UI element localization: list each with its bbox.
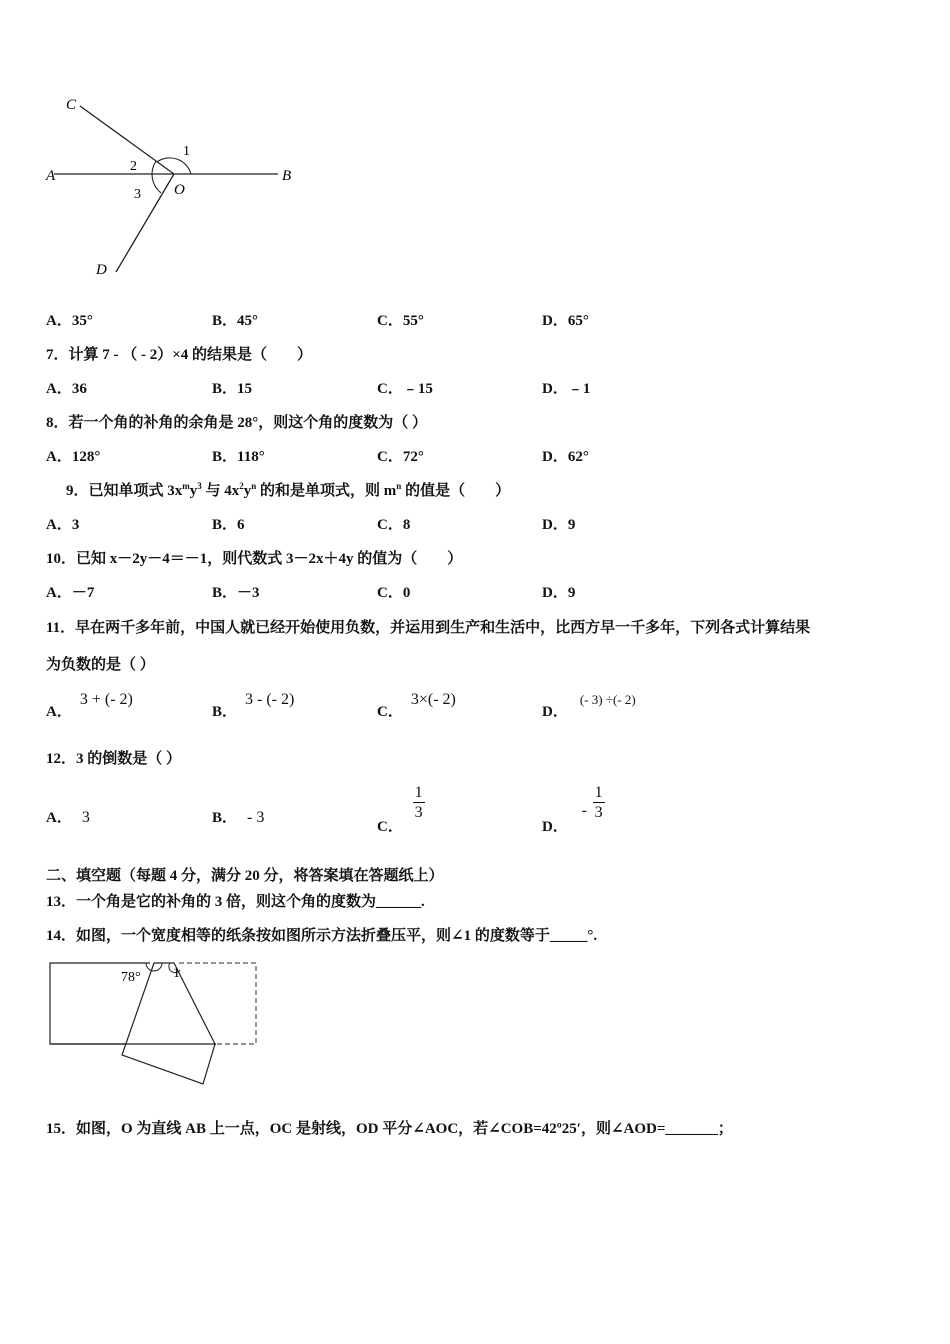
q10-stem: 10．已知 x－2y－4＝－1，则代数式 3－2x＋4y 的值为（ ） (46, 551, 463, 567)
q12-option-c[interactable]: C． $\frac{1}{3}$ (377, 784, 423, 835)
q11-option-b[interactable]: B．3 - (- 2) (212, 691, 295, 720)
q7-option-a[interactable]: A．36 (46, 381, 87, 397)
label-c: C (66, 97, 77, 113)
label-78-degree: 78° (121, 970, 141, 985)
q12-stem: 12．3 的倒数是（ ） (46, 751, 182, 767)
label-a: A (46, 168, 56, 184)
q10-option-b[interactable]: B．－3 (212, 585, 260, 601)
q7-option-d[interactable]: D．﹣1 (542, 381, 591, 397)
label-d: D (96, 262, 107, 278)
q11-stem-line1: 11．早在两千多年前，中国人就已经开始使用负数，并运用到生产和生活中，比西方早一千多年，下列各式计算结果 (46, 620, 811, 636)
q13-stem: 13．一个角是它的补角的 3 倍，则这个角的度数为______. (46, 894, 425, 910)
q14-stem: 14．如图，一个宽度相等的纸条按如图所示方法折叠压平，则∠1 的度数等于_____°. (46, 928, 598, 944)
q11-option-d[interactable]: D．(- 3) ÷(- 2) (542, 692, 636, 720)
q7-option-b[interactable]: B．15 (212, 381, 253, 397)
q8-stem: 8．若一个角的补角的余角是 28°，则这个角的度数为（ ） (46, 415, 428, 431)
q7-stem: 7．计算 7 - （ - 2）×4 的结果是（ ） (46, 347, 313, 363)
q6-option-a[interactable]: A．35° (46, 313, 93, 329)
q11-option-c[interactable]: C．3×(- 2) (377, 691, 456, 720)
q10-option-a[interactable]: A．－7 (46, 585, 95, 601)
q11-option-a[interactable]: A．3 + (- 2) (46, 691, 133, 720)
q12-option-d[interactable]: D． - $\frac{1}{3}$ (542, 784, 603, 835)
label-b: B (282, 168, 292, 184)
q12-option-b[interactable]: B． - 3 (212, 809, 265, 826)
q8-option-c[interactable]: C．72° (377, 449, 424, 465)
label-3: 3 (134, 187, 141, 202)
q8-option-a[interactable]: A．128° (46, 449, 101, 465)
fraction-neg-one-third: $\frac{1}{3}$ (594, 784, 603, 821)
q6-option-b[interactable]: B．45° (212, 313, 259, 329)
q9-option-d[interactable]: D．9 (542, 517, 576, 533)
arc-angle-23 (152, 161, 161, 193)
label-angle-1: 1 (173, 966, 180, 981)
q11-stem-line2: 为负数的是（ ） (46, 657, 155, 673)
q9-option-a[interactable]: A．3 (46, 517, 80, 533)
q9-option-b[interactable]: B．6 (212, 517, 245, 533)
q8-option-b[interactable]: B．118° (212, 449, 265, 465)
fraction-one-third: $\frac{1}{3}$ (414, 784, 423, 821)
ray-od (116, 174, 174, 272)
folded-strip-figure (44, 956, 274, 1096)
label-o: O (174, 182, 185, 198)
q6-option-c[interactable]: C．55° (377, 313, 424, 329)
q7-option-c[interactable]: C．﹣15 (377, 381, 433, 397)
q10-option-d[interactable]: D．9 (542, 585, 576, 601)
section-title-fill-in: 二、填空题（每题 4 分，满分 20 分，将答案填在答题纸上） (46, 868, 444, 884)
q6-option-d[interactable]: D．65° (542, 313, 589, 329)
q15-stem: 15．如图，O 为直线 AB 上一点，OC 是射线，OD 平分∠AOC，若∠COB=42º25′，则∠AOD=_______； (46, 1121, 733, 1137)
q8-option-d[interactable]: D．62° (542, 449, 589, 465)
q12-option-a[interactable]: A． 3 (46, 809, 90, 826)
q9-option-c[interactable]: C．8 (377, 517, 411, 533)
label-1: 1 (183, 144, 190, 159)
q9-stem: 9．已知单项式 $3x^my^3$ 与 $4x^2y^n$ 的和是单项式，则 $m^n$ 的值是（ ） (66, 481, 511, 499)
ray-oc (80, 106, 174, 174)
label-2: 2 (130, 159, 137, 174)
q10-option-c[interactable]: C．0 (377, 585, 411, 601)
angle-figure (40, 90, 310, 290)
